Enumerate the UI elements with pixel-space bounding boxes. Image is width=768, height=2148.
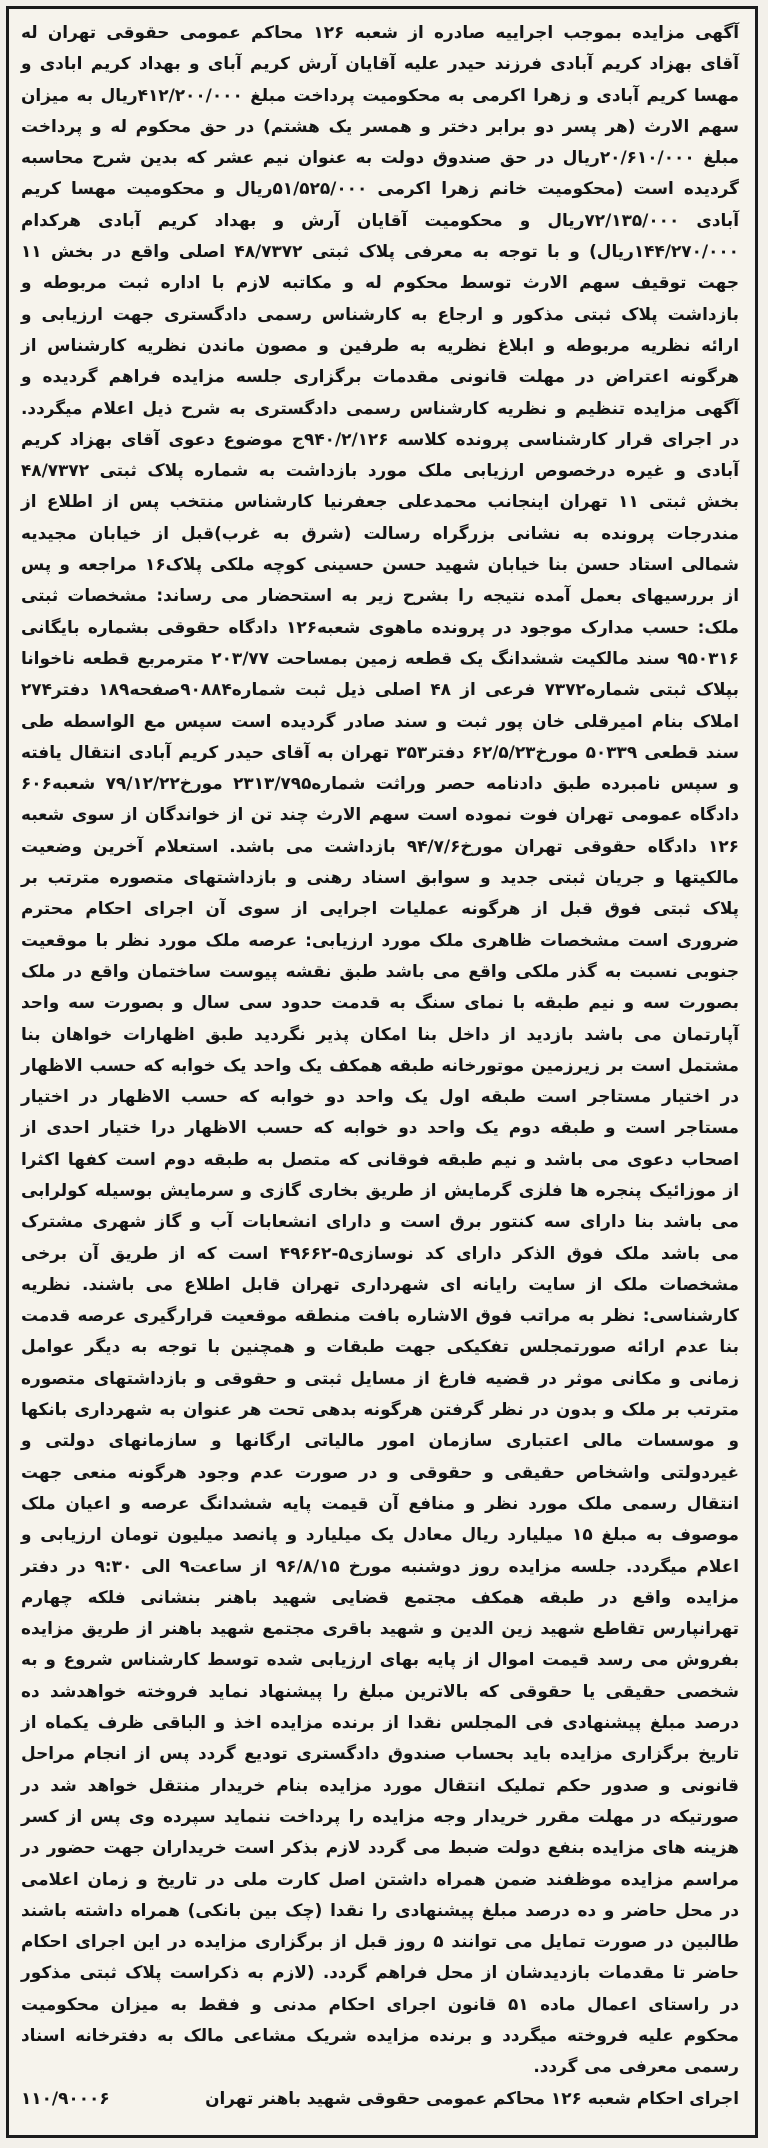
auction-notice [6,6,758,2138]
notice-footer [21,2083,739,2114]
notice-body-text: آگهی مزایده بموجب اجراییه صادره از شعبه ۱۲۶ محاکم عمومی حقوقی تهران له آقای بهزاد کریم آبادی فرزند حیدر علیه آقایان آرش کریم آبای و بهداد کریم ابادی و مهسا کریم آبادی و زهرا اکرمی به محکومیت پرداخت مبلغ ۴۱۲/۲۰۰/۰۰۰ریال به میزان سهم الارث (هر پسر دو برابر دختر و همسر یک هشتم) در حق محکوم له و پرداخت مبلغ ۲۰/۶۱۰/۰۰۰ریال در حق صندوق دولت به عنوان نیم عشر که بدین شرح محاسبه گردیده است (محکومیت خانم زهرا اکرمی ۵۱/۵۲۵/۰۰۰ریال و محکومیت مهسا کریم آبادی ۷۲/۱۳۵/۰۰۰ریال و محکومیت آقایان آرش و بهداد کریم آبادی هرکدام ۱۴۴/۲۷۰/۰۰۰ریال) و با توجه به معرفی پلاک ثبتی ۴۸/۷۳۷۲ اصلی واقع در بخش ۱۱ جهت توقیف سهم الارث توسط محکوم له و مکاتبه لازم با اداره ثبت مربوطه و بازداشت پلاک ثبتی مذکور و ارجاع به کارشناس رسمی دادگستری جهت ارزیابی و ارائه نظریه مربوطه و ابلاغ نظریه به طرفین و مصون ماندن نظریه کارشناس از هرگونه اعتراض در مهلت قانونی مقدمات برگزاری جلسه مزایده فراهم گردیده و آگهی مزایده تنظیم و نظریه کارشناس رسمی دادگستری به شرح ذیل اعلام میگردد. در اجرای قرار کارشناسی پرونده کلاسه ۹۴۰/۲/۱۲۶ج موضوع دعوی آقای بهزاد کریم آبادی و غیره درخصوص ارزیابی ملک مورد بازداشت به شماره پلاک ثبتی ۴۸/۷۳۷۲ بخش ثبتی ۱۱ تهران اینجانب محمدعلی جعفرنیا کارشناس منتخب پس از اطلاع از مندرجات پرونده به نشانی بزرگراه رسالت (شرق به غرب)قبل از خیابان مجیدیه شمالی استاد حسن بنا خیابان شهید حسن حسینی کوچه ملکی پلاک۱۶ مراجعه و پس از بررسیهای بعمل آمده نتیجه را بشرح زیر به استحضار می رساند: مشخصات ثبتی ملک: حسب مدارک موجود در پرونده ماهوی شعبه۱۲۶ دادگاه حقوقی بشماره بایگانی ۹۵۰۳۱۶ سند مالکیت ششدانگ یک قطعه زمین بمساحت ۲۰۳/۷۷ مترمربع قطعه ناخوانا بپلاک ثبتی شماره۷۳۷۲ فرعی از ۴۸ اصلی ذیل ثبت شماره۹۰۸۸۴صفحه۱۸۹ دفتر۲۷۴ املاک بنام امیرقلی خان پور ثبت و سند صادر گردیده است سپس مع الواسطه طی سند قطعی ۵۰۳۳۹ مورخ۶۲/۵/۲۳ دفتر۳۵۳ تهران به آقای حیدر کریم آبادی انتقال یافته و سپس نامبرده طبق دادنامه حصر وراثت شماره۲۳۱۳/۷۹۵ مورخ۷۹/۱۲/۲۲ شعبه۶۰۶ دادگاه عمومی تهران فوت نموده است سهم الارث چند تن از خواندگان از سوی شعبه ۱۲۶ دادگاه حقوقی تهران مورخ۹۴/۷/۶ بازداشت می باشد. استعلام آخرین وضعیت مالکیتها و جریان ثبتی جدید و سوابق اسناد رهنی و بازداشتهای متصوره مترتب بر پلاک ثبتی فوق قبل از هرگونه عملیات اجرایی از سوی آن اجرای احکام محترم ضروری است مشخصات ظاهری ملک مورد ارزیابی: عرصه ملک مورد نظر با موقعیت جنوبی نسبت به گذر ملکی واقع می باشد طبق نقشه پیوست ساختمان واقع در ملک بصورت سه و نیم طبقه با نمای سنگ به قدمت حدود سی سال و بصورت سه واحد آپارتمان می باشد بازدید از داخل بنا امکان پذیر نگردید طبق اظهارات خواهان بنا مشتمل است بر زیرزمین موتورخانه طبقه همکف یک واحد یک خوابه که حسب الاظهار در اختیار مستاجر است طبقه اول یک واحد دو خوابه که حسب الاظهار در اختیار مستاجر است و طبقه دوم یک واحد دو خوابه که حسب الاظهار درا ختیار احدی از اصحاب دعوی می باشد و نیم طبقه فوقانی که متصل به طبقه دوم است کفها اکثرا از موزائیک پنجره ها فلزی گرمایش از طریق بخاری گازی و سرمایش بوسیله کولرابی می باشد بنا دارای سه کنتور برق است و دارای انشعابات آب و گاز شهری مشترک می باشد ملک فوق الذکر دارای کد نوسازی۵-۴۹۶۶۲ است که از طریق آن برخی مشخصات ملک از سایت رایانه ای شهرداری تهران قابل اطلاع می باشند. نظریه کارشناسی: نظر به مراتب فوق الاشاره بافت منطقه موقعیت قرارگیری عرصه قدمت بنا عدم ارائه صورتمجلس تفکیکی جهت طبقات و همچنین با توجه به دیگر عوامل زمانی و مکانی موثر در قضیه فارغ از مسایل ثبتی و حقوقی و بازداشتهای متصوره مترتب بر ملک و بدون در نظر گرفتن هرگونه بدهی تحت هر عنوان به شهرداری بانکها و موسسات مالی اعتباری سازمان امور مالیاتی ارگانها و سازمانهای دولتی و غیردولتی واشخاص حقیقی و حقوقی و در صورت عدم وجود هرگونه منعی جهت انتقال رسمی ملک مورد نظر و منافع آن قیمت پایه ششدانگ عرصه و اعیان ملک موصوف به مبلغ ۱۵ میلیارد ریال معادل یک میلیارد و پانصد میلیون تومان ارزیابی و اعلام میگردد. جلسه مزایده روز دوشنبه مورخ ۹۶/۸/۱۵ از ساعت۹ الی ۹:۳۰ در دفتر مزایده واقع در طبقه همکف مجتمع قضایی شهید باهنر بنشانی فلکه چهارم تهرانپارس تقاطع شهید زین الدین و شهید باقری مجتمع شهید باهنر از طریق مزایده بفروش می رسد قیمت اموال از پایه بهای ارزیابی شده توسط کارشناس شروع و به شخصی حقیقی یا حقوقی که بالاترین مبلغ را پیشنهاد نماید فروخته خواهدشد ده درصد مبلغ پیشنهادی فی المجلس نقدا از برنده مزایده اخذ و الباقی ظرف یکماه از تاریخ برگزاری مزایده باید بحساب صندوق دادگستری تودیع گردد پس از انجام مراحل قانونی و صدور حکم تملیک انتقال مورد مزایده بنام خریدار منتقل خواهد شد در صورتیکه در مهلت مقرر خریدار وجه مزایده را پرداخت ننماید سپرده وی پس از کسر هزینه های مزایده بنفع دولت ضبط می گردد لازم بذکر است خریداران جهت حضور در مراسم مزایده موظفند ضمن همراه داشتن اصل کارت ملی در تاریخ و زمان اعلامی در محل حاضر و ده درصد مبلغ پیشنهادی را نقدا (چک بین بانکی) همراه داشته باشند طالبین در صورت تمایل می توانند ۵ روز قبل از برگزاری مزایده در این اجرای احکام حاضر تا مقدمات بازدیدشان از محل فراهم گردد. (لازم به ذکراست پلاک ثبتی مذکور در راستای اعمال ماده ۵۱ قانون اجرای احکام مدنی و فقط به میزان محکومیت محکوم علیه فروخته میگردد و برنده مزایده شریک مشاعی مالک به دفترخانه اسناد رسمی معرفی می گردد. [21,22,740,2077]
issuer-signature: اجرای احکام شعبه ۱۲۶ محاکم عمومی حقوقی شهید باهنر تهران [205,2087,739,2108]
notice-code: ۱۱۰/۹۰۰۰۶ [21,2087,110,2108]
